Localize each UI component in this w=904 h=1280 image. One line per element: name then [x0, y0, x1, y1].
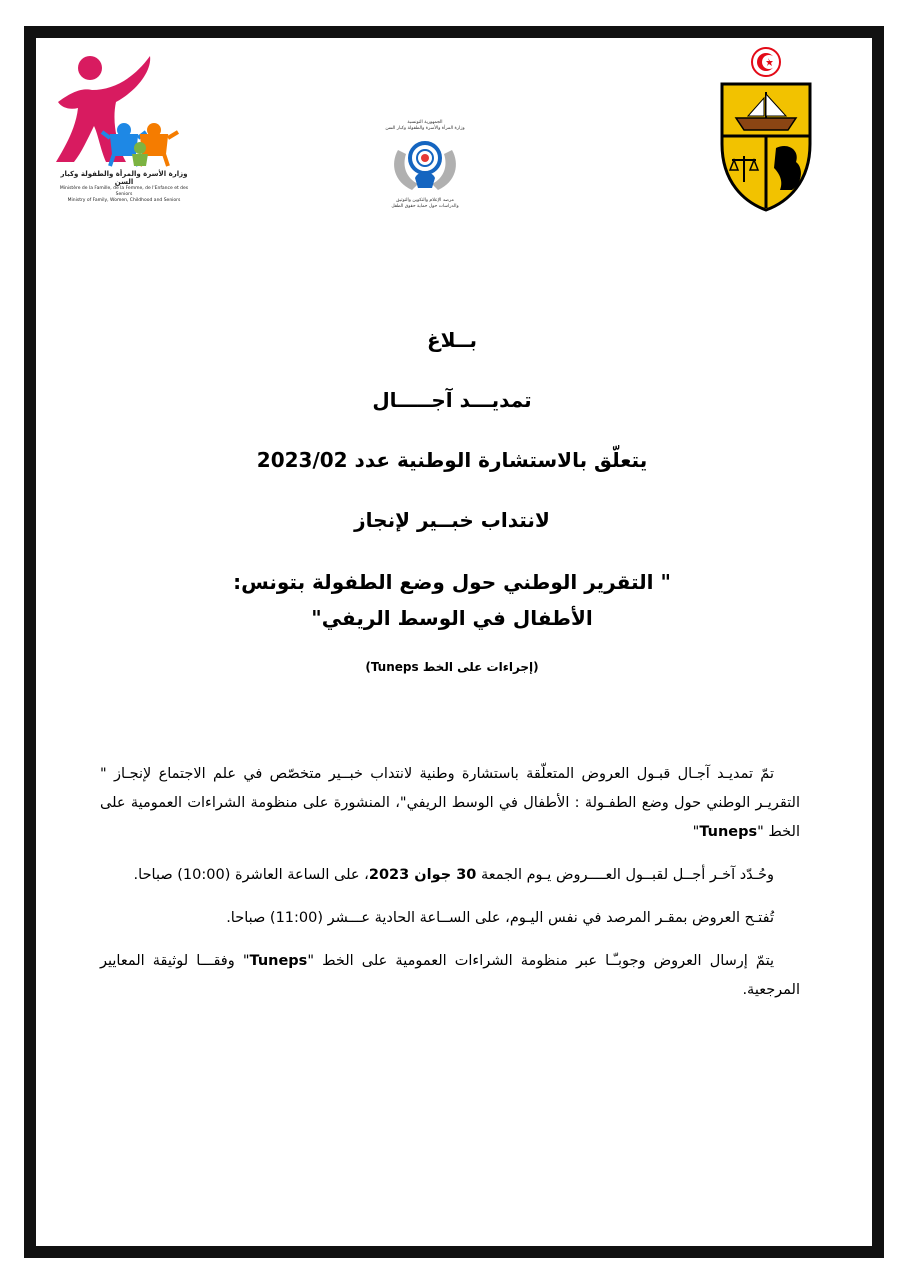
paragraph-submission: [100, 947, 800, 1005]
ministry-name-en: Ministry of Family, Women, Childhood and Seniors: [67, 198, 181, 203]
tuneps-label: Tuneps: [699, 824, 758, 840]
tuneps-label: Tuneps: [249, 953, 308, 969]
observatory-logo: [373, 120, 477, 210]
paragraph-deadline-time: ، على الساعة العاشرة (10:00) صباحا.: [133, 867, 369, 883]
paragraph-submission-end: " وفقـــا لوثيقة المعايير المرجعية.: [100, 953, 800, 998]
paragraph-extension-end: ": [692, 824, 700, 840]
observatory-footer-line2: والدراسات حول حماية حقوق الطفل: [391, 204, 459, 209]
announcement-body: [100, 760, 800, 1019]
paragraph-deadline-text: وحُـدّد آخـر أجــل لقبــول العــــروض يـوم الجمعة: [476, 867, 774, 883]
report-title-line2: الأطفال في الوسط الريفي": [311, 606, 593, 630]
paragraph-extension-text: تمّ تمديـد آجـال قبـول العروض المتعلّقة باستشارة وطنية لانتداب خبــير متخصّص في علم الاجتماع لإنجـاز " التقريـر الوطني حول وضع الطفـولة : الأطفال في الوسط الريفي"، المنشورة على منظومة الشراءات العمومية على الخط ": [100, 766, 800, 840]
tunisia-coat-of-arms-icon: [716, 44, 816, 212]
ministry-name-fr: Ministère de la Famille, de la Femme, de l'Enfance et des Seniors: [59, 186, 189, 197]
paragraph-deadline: [100, 861, 800, 890]
subject-heading: يتعلّق بالاستشارة الوطنية عدد 2023/02: [256, 448, 648, 472]
paragraph-extension: [100, 760, 800, 847]
family-figures-icon: [54, 50, 184, 170]
observatory-footer-line1: مرصد الإعلام والتكوين والتوثيق: [396, 198, 454, 203]
observatory-header-line1: الجمهورية التونسية: [407, 120, 443, 125]
paragraph-submission-text: يتمّ إرسال العروض وجوبـّـا عبر منظومة الشراءات العمومية على الخط ": [307, 953, 774, 969]
ministry-logo-text: [54, 170, 194, 204]
extension-title: تمديـــد آجـــــال: [372, 388, 532, 412]
deadline-date: 30 جوان 2023: [368, 867, 477, 883]
observatory-header-line2: وزارة المرأة والأسرة والطفولة وكبار السن: [385, 126, 465, 131]
paragraph-opening: تُفتـح العروض بمقـر المرصد في نفس اليـوم، على الســاعة الحادية عـــشر (11:00) صباحا.: [226, 910, 774, 926]
ministry-name-ar: وزارة الأسرة والمرأة والطفولة وكبار السن: [60, 170, 188, 186]
purpose-heading: لانتداب خبــير لإنجاز: [354, 508, 550, 532]
ministry-logo: [54, 50, 194, 204]
notice-title: بــلاغ: [426, 328, 478, 352]
observatory-eye-icon: [388, 134, 462, 196]
procedures-note: (إجراءات على الخط Tuneps): [365, 660, 539, 674]
report-title-line1: " التقرير الوطني حول وضع الطفولة بتونس:: [233, 570, 671, 594]
